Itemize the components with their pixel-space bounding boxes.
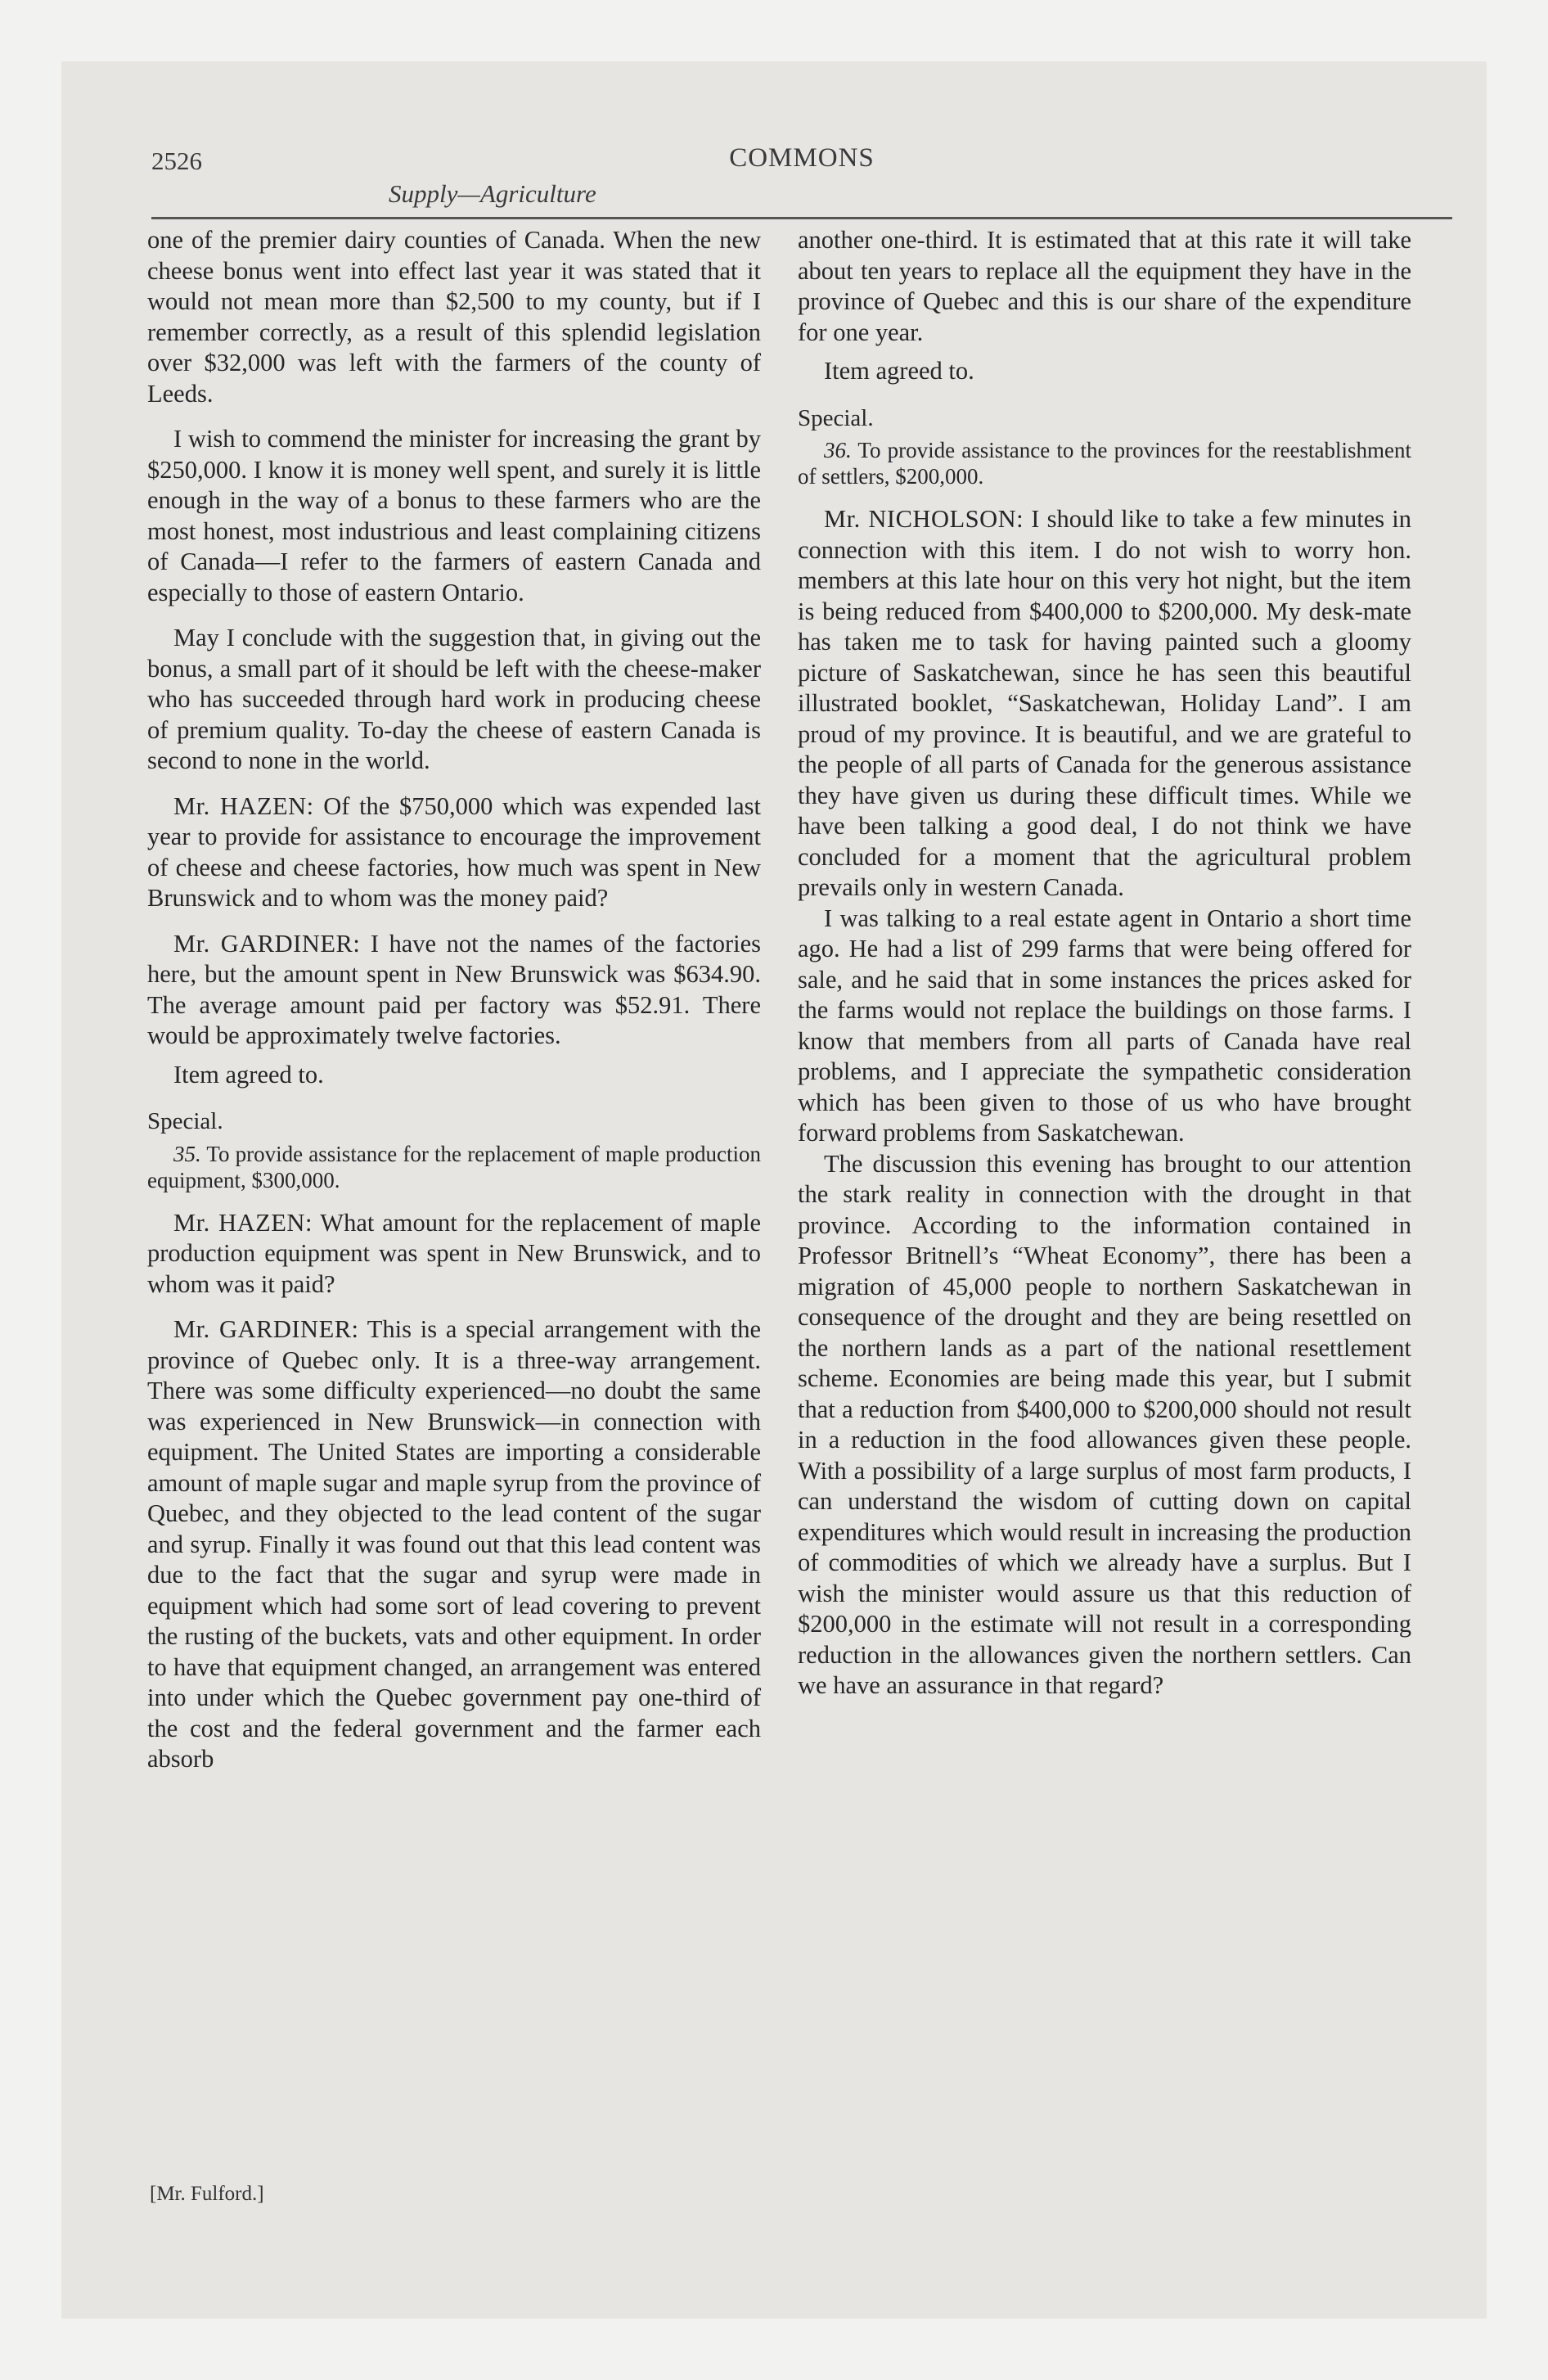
item-agreed: Item agreed to. — [824, 357, 974, 385]
vote-item — [798, 437, 1411, 489]
page — [61, 61, 1487, 2319]
paragraph: I was talking to a real estate agent in Ontario a short time ago. He had a list of 299 farms that were being offered for sale, and he said that in some instances the prices asked for the farms would not replace the buildings on those farms. I know that members from all parts of Canada have real problems, and I appreciate the sympathetic consideration which has been given to those of us who have brought forward problems from Saskatchewan. — [798, 904, 1411, 1147]
paragraph: The discussion this evening has brought to our attention the stark reality in connection with the drought in that province. According to the information contained in Professor Britnell’s “Wheat Economy”, there has been a migration of 45,000 people to northern Saskatchewan in consequence of the drought and they are being resettled on the northern lands as a part of the national resettlement scheme. Economies are being made this year, but I submit that a reduction from $400,000 to $200,000 should not result in a reduction in the food allowances given these people. With a possibility of a large surplus of most farm products, I can understand the wisdom of cutting down on capital expenditures which would result in increasing the production of commodities of which we already have a surplus. But I wish the minister would assure us that this reduction of $200,000 in the estimate will not result in a corresponding reduction in the allowances given the northern settlers. Can we have an assurance in that regard? — [798, 1149, 1411, 1699]
speech-paragraph — [147, 1208, 761, 1300]
vote-text: To provide assistance to the provinces for the reestablishment of settlers, $200,000. — [798, 438, 1412, 489]
paragraph: another one-third. It is estimated that at this rate it will take about ten years to replace all the equipment they have in the province of Quebec and this is our share of the expenditure for one year. — [798, 226, 1411, 346]
paragraph: May I conclude with the suggestion that, in giving out the bonus, a small part of it should be left with the cheese-maker who has succeeded through hard work in producing cheese of premium quality. To-day the cheese of eastern Canada is second to none in the world. — [147, 624, 761, 774]
speech-text: I have not the names of the factories here, but the amount spent in New Brunswick was $634.90. The average amount paid per factory was $52.91. There would be approximately twelve factories. — [147, 929, 762, 1049]
speech-paragraph — [147, 791, 761, 914]
vote-item — [147, 1141, 761, 1193]
header-rule — [151, 217, 1452, 219]
speech-paragraph — [147, 929, 761, 1052]
section-title: Supply—Agriculture — [389, 179, 596, 208]
left-column — [147, 225, 761, 1775]
running-title: COMMONS — [729, 143, 875, 173]
vote-text: To provide assistance for the replacement of maple production equipment, $300,000. — [147, 1141, 761, 1192]
special-heading: Special. — [798, 404, 874, 431]
paragraph: one of the premier dairy counties of Canada. When the new cheese bonus went into effect last year it was stated that it would not mean more than $2,500 to my county, but if I remember correctly, as a result of this splendid legislation over $32,000 was left with the farmers of the county of Leeds. — [147, 226, 761, 408]
vote-number: 35. — [173, 1141, 201, 1166]
speaker-name: Mr. GARDINER: — [173, 1315, 359, 1343]
special-heading: Special. — [147, 1108, 223, 1134]
page-number: 2526 — [151, 146, 202, 175]
speaker-name: Mr. HAZEN: — [173, 791, 314, 820]
speech-text: Of the $750,000 which was expended last year to provide for assistance to encourage the improvement of cheese and cheese factories, how much was spent in New Brunswick and to whom was the money paid? — [147, 791, 761, 912]
item-agreed: Item agreed to. — [173, 1060, 324, 1089]
speech-text: I should like to take a few minutes in connection with this item. I do not wish to worry hon. members at this late hour on this very hot night, but the item is being reduced from $400,000 to $200,000. My desk-mate has taken me to task for having painted such a gloomy picture of Saskatchewan, since he has seen this beautiful illustrated booklet, “Saskatchewan, Holiday Land”. I am proud of my province. It is beautiful, and we are grateful to the people of all parts of Canada for the generous assistance they have given us during these difficult times. While we have been talking a good deal, I do not think we have concluded for a moment that the agricultural problem prevails only in western Canada. — [798, 505, 1411, 901]
speech-text: What amount for the replacement of maple production equipment was spent in New Brunswick, and to whom was it paid? — [147, 1208, 761, 1298]
speech-paragraph — [147, 1314, 761, 1775]
vote-number: 36. — [824, 438, 852, 462]
speech-paragraph — [798, 504, 1411, 904]
speaker-name: Mr. HAZEN: — [173, 1208, 313, 1237]
speaker-attribution: [Mr. Fulford.] — [150, 2183, 264, 2205]
right-column — [798, 225, 1411, 1702]
paragraph: I wish to commend the minister for increasing the grant by $250,000. I know it is money well spent, and surely it is little enough in the way of a bonus to these farmers who are the most honest, most industrious and least complaining citizens of Canada—I refer to the farmers of eastern Canada and especially to those of eastern Ontario. — [147, 425, 761, 606]
speaker-name: Mr. GARDINER: — [173, 929, 361, 958]
speech-text: This is a special arrangement with the province of Quebec only. It is a three-way arrangement. There was some difficulty experienced—no doubt the same was experienced in New Brunswick—in connection with equipment. The United States are importing a considerable amount of maple sugar and maple syrup from the province of Quebec, and they objected to the lead content of the sugar and syrup. Finally it was found out that this lead content was due to the fact that the sugar and syrup were made in equipment which had some sort of lead covering to prevent the rusting of the buckets, vats and other equipment. In order to have that equipment changed, an arrangement was entered into under which the Quebec government pay one-third of the cost and the federal government and the farmer each absorb — [147, 1315, 761, 1773]
speaker-name: Mr. NICHOLSON: — [824, 505, 1024, 533]
